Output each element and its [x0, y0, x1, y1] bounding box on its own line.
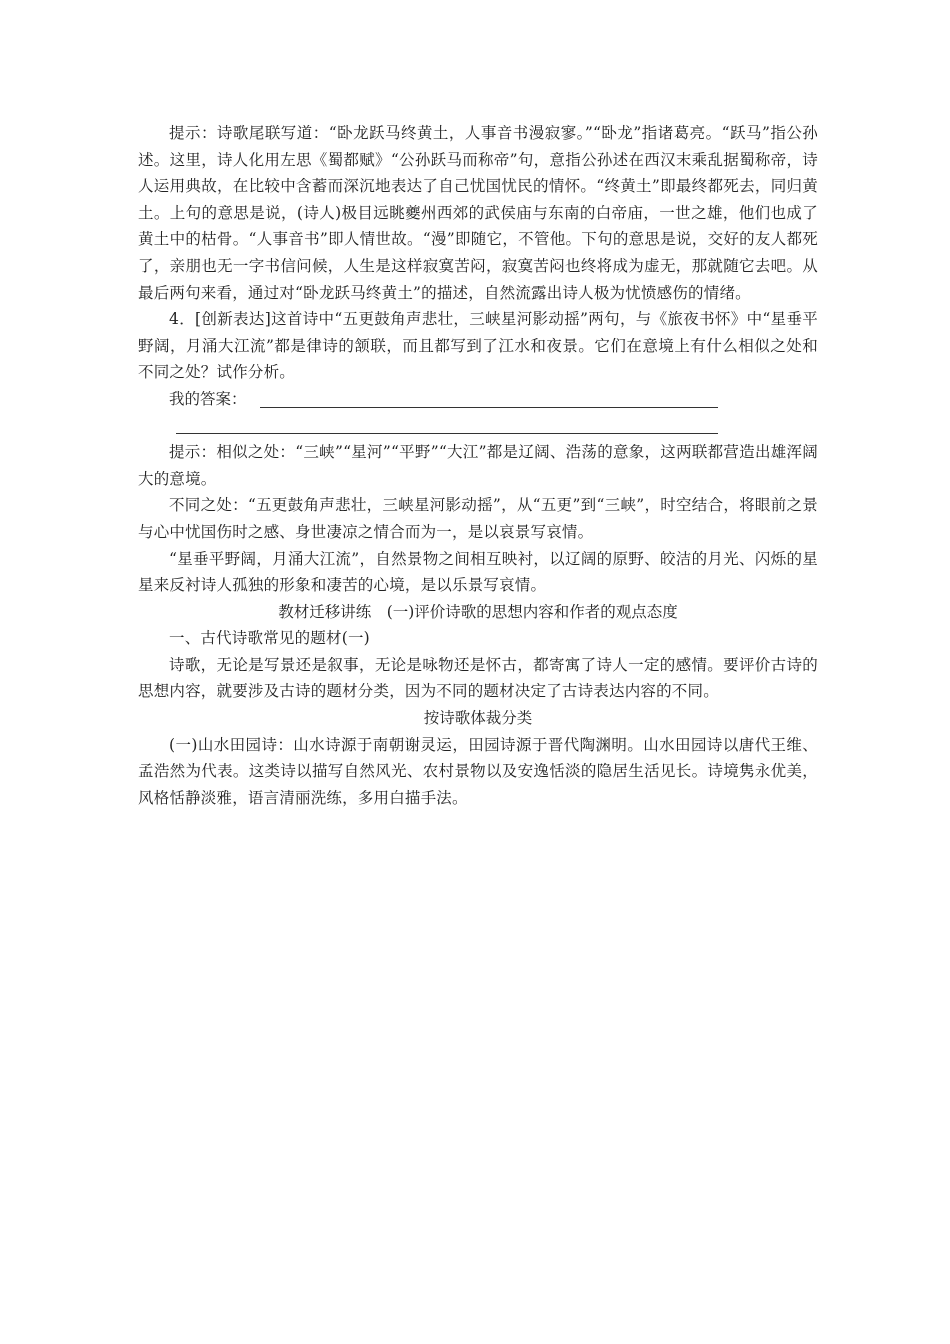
subsection-title: 一、古代诗歌常见的题材(一) — [169, 629, 370, 648]
answer-label: 我的答案： — [169, 389, 247, 408]
answer-blank-1 — [260, 407, 718, 408]
answer-blank-2 — [176, 433, 718, 434]
difference-paragraph-1: 不同之处：“五更鼓角声悲壮，三峡星河影动摇”，从“五更”到“三峡”，时空结合，将眼前之景与心中忧国伤时之感、身世凄凉之情合而为一，是以哀景写哀情。 — [138, 496, 818, 541]
section-title: 教材迁移讲练 (一)评价诗歌的思想内容和作者的观点态度 — [278, 602, 678, 621]
hint-paragraph-tail-couplet: 提示：诗歌尾联写道：“卧龙跃马终黄土，人事音书漫寂寥。”“卧龙”指诸葛亮。“跃马”指公孙述。这里，诗人化用左思《蜀都赋》“公孙跃马而称帝”句，意指公孙述在西汉末乘乱据蜀称帝，诗人运用典故，在比较中含蓄而深沉地表达了自己忧国忧民的情怀。“终黄土”即最终都死去，同归黄土。上句的意思是说，(诗人)极目远眺夔州西郊的武侯庙与东南的白帝庙，一世之雄，他们也成了黄土中的枯骨。“人事音书”即人情世故。“漫”即随它，不管他。下句的意思是说，交好的友人都死了，亲朋也无一字书信问候，人生是这样寂寞苦闷，寂寞苦闷也终将成为虚无，那就随它去吧。从最后两句来看，通过对“卧龙跃马终黄土”的描述，自然流露出诗人极为忧愤感伤的情绪。 — [138, 124, 818, 302]
question-4-paragraph: 4．[创新表达]这首诗中“五更鼓角声悲壮，三峡星河影动摇”两句，与《旅夜书怀》中“星垂平野阔，月涌大江流”都是律诗的颔联，而且都写到了江水和夜景。它们在意境上有什么相似之处和不同之处？试作分析。 — [138, 310, 818, 382]
difference-paragraph-2: “星垂平野阔，月涌大江流”，自然景物之间相互映衬，以辽阔的原野、皎洁的月光、闪烁的星星来反衬诗人孤独的形象和凄苦的心境，是以乐景写哀情。 — [138, 549, 818, 595]
answer-line-2 — [138, 413, 818, 440]
landscape-pastoral-paragraph: (一)山水田园诗：山水诗源于南朝谢灵运，田园诗源于晋代陶渊明。山水田园诗以唐代王维、孟浩然为代表。这类诗以描写自然风光、农村景物以及安逸恬淡的隐居生活见长。诗境隽永优美，风格恬静淡雅，语言清丽洗练，多用白描手法。 — [138, 735, 818, 807]
answer-line — [138, 386, 818, 413]
document-page — [138, 120, 818, 811]
intro-paragraph: 诗歌，无论是写景还是叙事，无论是咏物还是怀古，都寄寓了诗人一定的感情。要评价古诗的思想内容，就要涉及古诗的题材分类，因为不同的题材决定了古诗表达内容的不同。 — [138, 655, 818, 701]
hint-similarity-paragraph: 提示：相似之处：“三峡”“星河”“平野”“大江”都是辽阔、浩荡的意象，这两联都营造出雄浑阔大的意境。 — [138, 443, 818, 488]
classification-heading: 按诗歌体裁分类 — [423, 709, 533, 728]
